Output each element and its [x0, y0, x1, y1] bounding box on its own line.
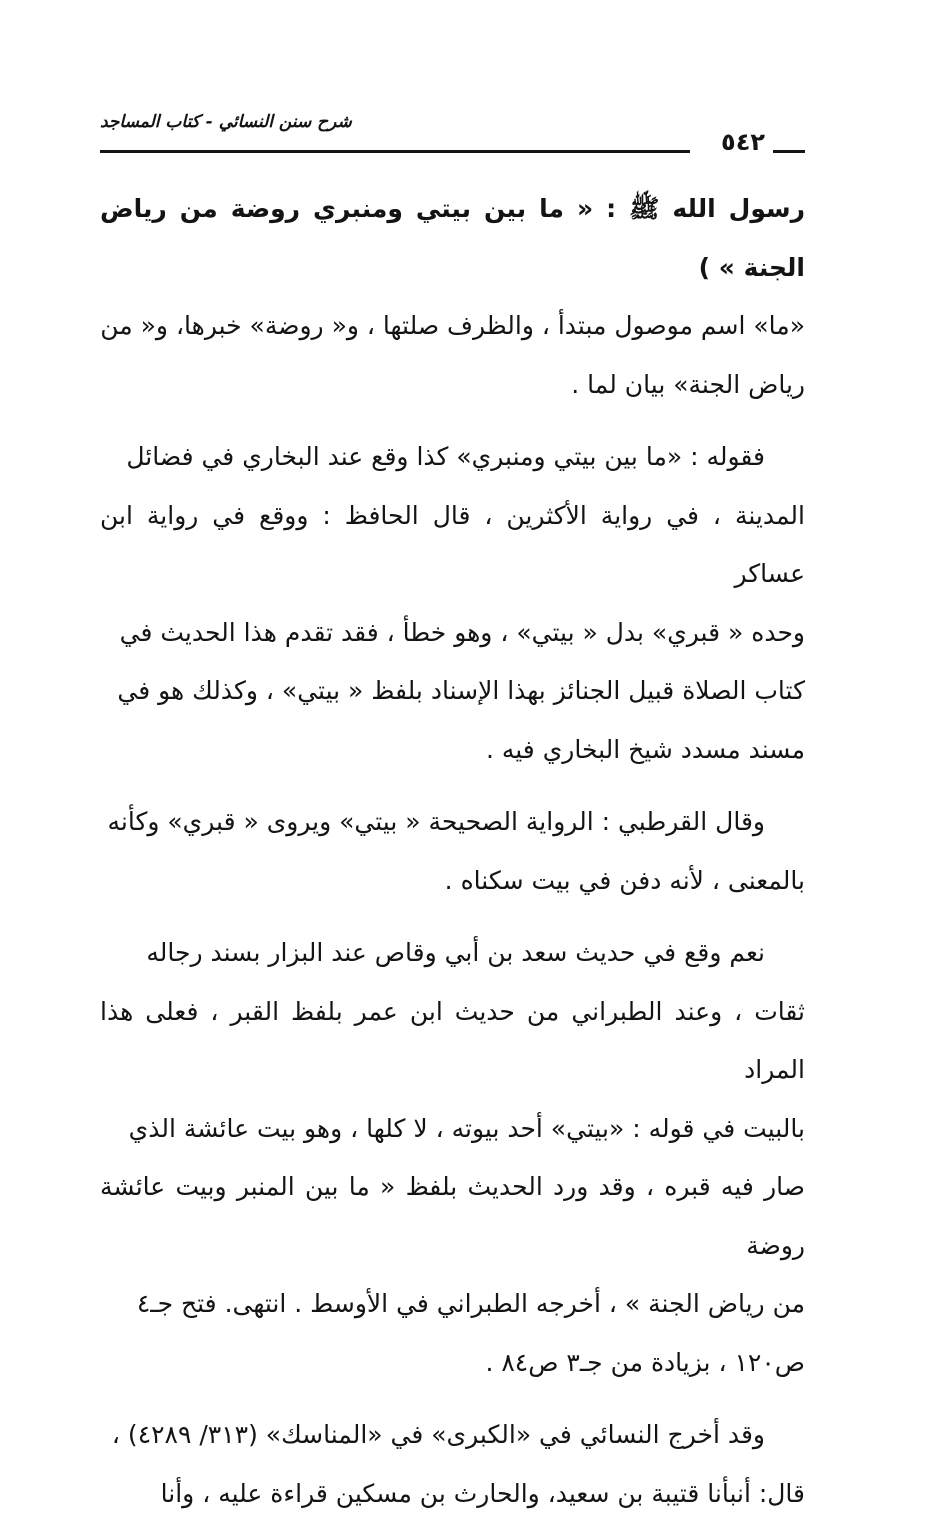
text-line: فقوله : «ما بين بيتي ومنبري» كذا وقع عند البخاري في فضائل	[126, 442, 765, 471]
text-line: بالمعنى ، لأنه دفن في بيت سكناه .	[444, 865, 805, 895]
text-line: من رياض الجنة » ، أخرجه الطبراني في الأوسط . انتهى. فتح جـ٤	[136, 1289, 805, 1318]
text-line: كتاب الصلاة قبيل الجنائز بهذا الإسناد بلفظ « بيتي» ، وكذلك هو في	[117, 676, 805, 705]
text-line: رسول الله ﷺ : « ما بين بيتي ومنبري روضة من رياض الجنة » )	[100, 194, 805, 282]
paragraph-hadith-text	[100, 180, 805, 414]
page-header	[100, 104, 805, 158]
paragraph-commentary-qurtubi	[100, 793, 805, 910]
text-line: وقال القرطبي : الرواية الصحيحة « بيتي» ويروى « قبري» وكأنه	[107, 807, 765, 836]
body-text	[100, 180, 805, 1523]
text-line: رياض الجنة» بيان لما .	[571, 369, 805, 399]
text-line: وقد أخرج النسائي في «الكبرى» في «المناسك» (٣١٣/ ٤٢٨٩) ،	[111, 1420, 765, 1449]
paragraph-commentary-bukhari	[100, 428, 805, 779]
page-number-dash	[773, 150, 805, 153]
text-line: المدينة ، في رواية الأكثرين ، قال الحافظ : ووقع في رواية ابن عساكر	[100, 500, 805, 588]
running-title: شرح سنن النسائي - كتاب المساجد	[100, 112, 352, 132]
text-line: «ما» اسم موصول مبتدأ ، والظرف صلتها ، و« روضة» خبرها، و« من	[100, 311, 805, 340]
header-rule	[100, 150, 690, 153]
text-line: ثقات ، وعند الطبراني من حديث ابن عمر بلفظ القبر ، فعلى هذا المراد	[100, 996, 805, 1084]
text-line: قال: أنبأنا قتيبة بن سعيد، والحارث بن مسكين قراءة عليه ، وأنا	[160, 1478, 805, 1508]
text-line: نعم وقع في حديث سعد بن أبي وقاص عند البزار بسند رجاله	[146, 938, 765, 967]
text-line: صار فيه قبره ، وقد ورد الحديث بلفظ « ما بين المنبر وبيت عائشة روضة	[100, 1172, 805, 1260]
page-number: ٥٤٢	[721, 128, 765, 156]
paragraph-commentary-nasai	[100, 1406, 805, 1523]
text-line: بالبيت في قوله : «بيتي» أحد بيوته ، لا كلها ، وهو بيت عائشة الذي	[128, 1113, 805, 1143]
text-line: وحده « قبري» بدل « بيتي» ، وهو خطأ ، فقد تقدم هذا الحديث في	[119, 617, 805, 647]
text-line: مسند مسدد شيخ البخاري فيه .	[485, 734, 805, 764]
paragraph-commentary-bazzar	[100, 924, 805, 1392]
text-line: ص١٢٠ ، بزيادة من جـ٣ ص٨٤ .	[485, 1347, 805, 1377]
